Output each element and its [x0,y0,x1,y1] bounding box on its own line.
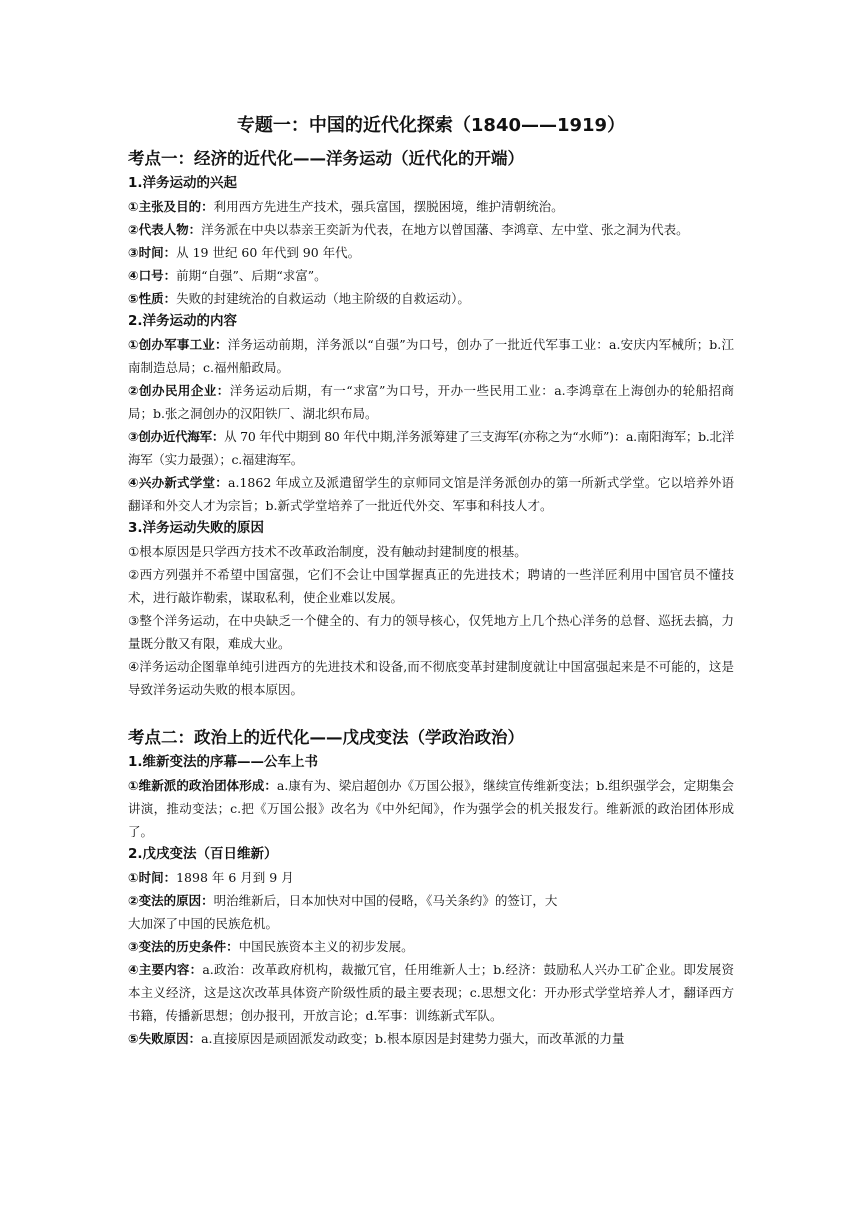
item-label: 变法的历史条件： [138,939,239,954]
item-marker: ② [128,893,139,908]
item-label: 失败原因： [138,1031,202,1046]
item-text: 中国民族资本主义的初步发展。 [238,939,414,954]
kp2-s2-item-5 [128,1027,734,1050]
kp1-s2-item-2 [128,379,734,425]
item-text: 从 70 年代中期到 80 年代中期,洋务派筹建了三支海军(亦称之为“水师”)：a.南阳海军；b.北洋海军（实力最强）；c.福建海军。 [128,429,734,467]
item-label: 时间： [138,245,177,260]
item-text: 利用西方先进生产技术，强兵富国，摆脱困境，维护清朝统治。 [213,199,564,214]
item-text: 洋务派在中央以恭亲王奕訢为代表，在地方以曾国藩、李鸿章、左中堂、张之洞为代表。 [201,222,689,237]
item-text: 根本原因是只学西方技术不改革政治制度，没有触动封建制度的根基。 [139,544,527,559]
kp2-heading: 考点二：政治上的近代化——戊戌变法（学政治政治） [128,728,524,747]
item-marker: ① [128,778,139,793]
kp1-s3-item-1 [128,540,734,563]
item-marker: ③ [128,429,139,444]
item-marker: ④ [128,268,139,283]
item-label: 主要内容： [138,962,203,977]
kp1-s1-item-5 [128,287,734,310]
item-marker: ⑤ [128,291,139,306]
item-label: 代表人物： [138,222,202,237]
item-marker: ② [128,383,140,398]
item-text: 洋务运动后期，有一“求富”为口号，开办一些民用工业：a.李鸿章在上海创办的轮船招商局；b.张之洞创办的汉阳铁厂、湖北织布局。 [128,383,734,421]
item-text: a.康有为、梁启超创办《万国公报》，继续宣传维新变法；b.组织强学会，定期集会讲演，推动变法；c.把《万国公报》改名为《中外纪闻》，作为强学会的机关报发行。维新派的政治团体形成了。 [128,778,734,839]
kp1-s2-item-3 [128,425,734,471]
kp1-s2-heading: 2.洋务运动的内容 [128,313,238,329]
kp2-s2-item-2-cont: 大加深了中国的民族危机。 [128,916,279,931]
item-text: a.政治：改革政府机构，裁撤冗官，任用维新人士；b.经济：鼓励私人兴办工矿企业。即发展资本主义经济，这是这次改革具体资产阶级性质的最主要表现；c.思想文化：开办形式学堂培养人才，翻译西方书籍，传播新思想；创办报刊，开放言论；d.军事：训练新式军队。 [128,962,734,1023]
kp2-s2-item-1 [128,866,734,889]
kp1-s3-item-3 [128,609,734,655]
item-text: 从 19 世纪 60 年代到 90 年代。 [176,245,361,260]
kp2-s1-item-1 [128,774,734,843]
kp2-s2-item-2 [128,889,734,912]
item-label: 口号： [138,268,177,283]
item-marker: ③ [128,939,139,954]
item-text: 洋务运动前期，洋务派以“自强”为口号，创办了一批近代军事工业：a.安庆内军械所；b.江南制造总局；c.福州船政局。 [128,337,734,375]
kp1-s1-heading: 1.洋务运动的兴起 [128,175,238,191]
item-label: 性质： [138,291,177,306]
item-marker: ① [128,544,140,559]
item-text: 明治维新后，日本加快对中国的侵略，《马关条约》的签订，大 [213,893,558,908]
item-marker: ④ [128,962,139,977]
kp2-s2-item-4 [128,958,734,1027]
item-label: 时间： [138,870,177,885]
item-label: 维新派的政治团体形成： [138,778,277,793]
kp1-s1-item-3 [128,241,734,264]
kp1-s1-item-1 [128,195,734,218]
item-label: 创办民用企业： [139,383,230,398]
item-text: 整个洋务运动，在中央缺乏一个健全的、有力的领导核心，仅凭地方上几个热心洋务的总督、巡抚去搞，力量既分散又有限，难成大业。 [128,613,734,651]
kp1-s2-item-1 [128,333,734,379]
item-marker: ① [128,870,139,885]
item-label: 创办近代海军： [138,429,225,444]
item-label: 主张及目的： [138,199,214,214]
item-marker: ① [128,337,139,352]
item-label: 兴办新式学堂： [138,475,229,490]
document-title: 专题一：中国的近代化探索（1840——1919） [236,115,626,136]
item-marker: ① [128,199,139,214]
document-page [128,112,734,1050]
item-text: a.1862 年成立及派遣留学生的京师同文馆是洋务派创办的第一所新式学堂。它以培养外语翻译和外交人才为宗旨；b.新式学堂培养了一批近代外交、军事和科技人才。 [128,475,734,513]
kp2-s2-item-3 [128,935,734,958]
kp1-s3-item-4 [128,655,734,701]
kp1-s1-item-2 [128,218,734,241]
kp1-s1-item-4 [128,264,734,287]
item-text: 洋务运动企图靠单纯引进西方的先进技术和设备,而不彻底变革封建制度就让中国富强起来是不可能的，这是导致洋务运动失败的根本原因。 [128,659,734,697]
item-text: a.直接原因是顽固派发动政变；b.根本原因是封建势力强大，而改革派的力量 [201,1031,625,1046]
item-marker: ② [128,222,139,237]
kp1-s2-item-4 [128,471,734,517]
kp1-s3-item-2 [128,563,734,609]
kp2-s2-heading: 2.戊戌变法（百日维新） [128,846,278,862]
kp1-s3-heading: 3.洋务运动失败的原因 [128,520,265,536]
item-text: 失败的封建统治的自救运动（地主阶级的自救运动）。 [176,291,470,306]
item-marker: ⑤ [128,1031,139,1046]
item-marker: ③ [128,613,140,628]
item-text: 前期“自强”、后期“求富”。 [176,268,327,283]
item-text: 1898 年 6 月到 9 月 [176,870,294,885]
item-text: 西方列强并不希望中国富强，它们不会让中国掌握真正的先进技术；聘请的一些洋匠利用中国官员不懂技术，进行敲诈勒索，谋取私利，使企业难以发展。 [128,567,734,605]
item-marker: ④ [128,659,140,674]
item-label: 变法的原因： [138,893,214,908]
item-label: 创办军事工业： [138,337,228,352]
kp2-s1-heading: 1.维新变法的序幕——公车上书 [128,754,319,770]
item-marker: ④ [128,475,139,490]
item-marker: ② [128,567,140,582]
kp1-heading: 考点一：经济的近代化——洋务运动（近代化的开端） [128,149,524,168]
item-marker: ③ [128,245,139,260]
